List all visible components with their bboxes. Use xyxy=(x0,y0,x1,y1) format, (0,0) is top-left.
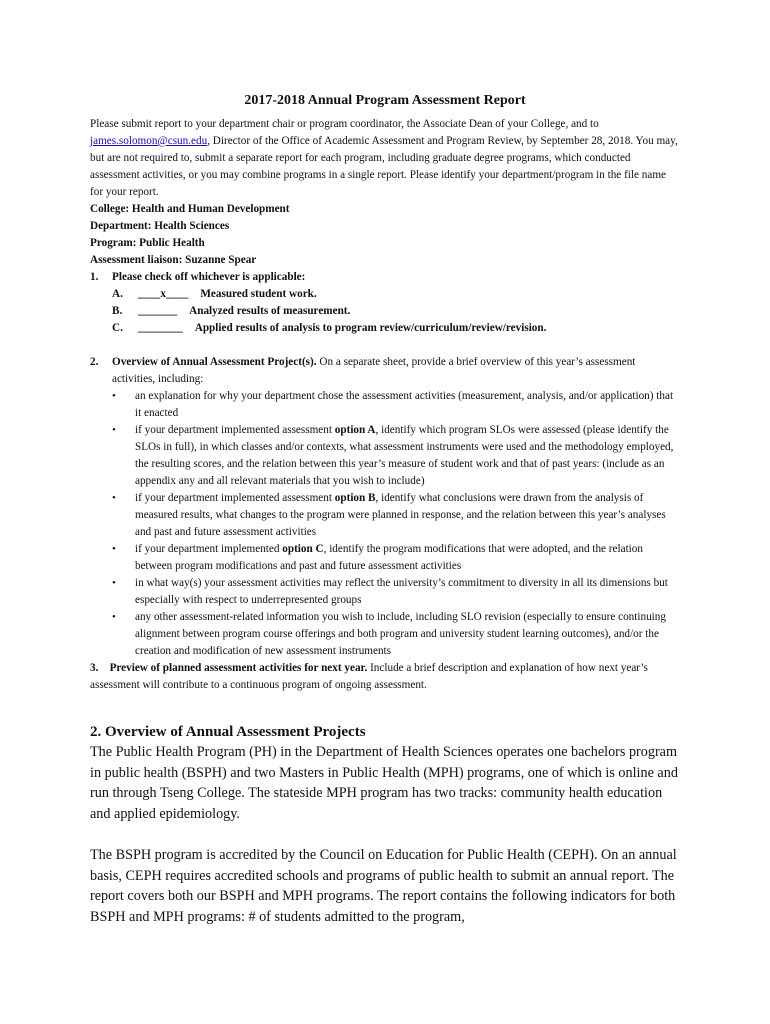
checklist-item-b xyxy=(112,303,680,320)
bullet-text-tail: , identify the program modifications that were adopted, and the relation between program modifications and past and future assessment activities xyxy=(135,543,643,572)
checklist-number: 1. xyxy=(90,271,99,283)
checklist-letter: A. xyxy=(112,288,123,300)
checklist-blank: _______ xyxy=(138,305,178,317)
overview-text: On a separate sheet, provide a brief overview of this year’s assessment activities, including: xyxy=(112,356,636,385)
bullet-text-tail: , identify which program SLOs were assessed (please identify the SLOs in full), in which classes and/or contexts, what assessment instruments were used and the methodology employed, the resulting scores, and the relation between this year’s measure of student work and that of past years: (include as an appendix any and all relevant materials that you wish to include) xyxy=(135,424,674,487)
preview-item xyxy=(90,660,680,694)
document-page xyxy=(90,92,680,927)
preview-text: Include a brief description and explanation of how next year’s assessment will contribute to a continuous program of ongoing assessment. xyxy=(90,662,648,691)
bullet-icon: • xyxy=(112,390,116,402)
list-item xyxy=(112,388,680,422)
liaison-line: Assessment liaison: Suzanne Spear xyxy=(90,254,257,266)
overview-bullet-list xyxy=(112,388,680,660)
spacer xyxy=(90,337,680,354)
section-heading: 2. Overview of Annual Assessment Projects xyxy=(90,724,366,740)
checklist-heading-text: Please check off whichever is applicable: xyxy=(112,271,306,283)
checklist-letter: C. xyxy=(112,322,123,334)
bullet-bold-text: option B xyxy=(334,492,376,504)
checklist-text: Measured student work. xyxy=(200,288,317,300)
bullet-bold-text: option A xyxy=(334,424,376,436)
intro-paragraph xyxy=(90,116,680,201)
checklist-item-c xyxy=(112,320,680,337)
spacer xyxy=(90,824,680,845)
bullet-text: if your department implemented assessment xyxy=(135,492,335,504)
bullet-icon: • xyxy=(112,611,116,623)
college-line: College: Health and Human Development xyxy=(90,203,290,215)
intro-text-1: Please submit report to your department chair or program coordinator, the Associate Dean of your College, and to xyxy=(90,118,599,130)
section-paragraph-2: The BSPH program is accredited by the Council on Education for Public Health (CEPH). On an annual basis, CEPH requires accredited schools and programs of public health to submit an annual report. The report covers both our BSPH and MPH programs. The report contains the following indicators for both BSPH and MPH programs: # of students admitted to the program, xyxy=(90,847,677,925)
list-item xyxy=(112,575,680,609)
checklist-heading xyxy=(90,269,680,286)
bullet-text: in what way(s) your assessment activities may reflect the university’s commitment to diversity in all its dimensions but especially with respect to underrepresented groups xyxy=(135,577,668,606)
preview-heading: Preview of planned assessment activities for next year. xyxy=(109,662,368,674)
overview-text-block xyxy=(112,354,680,388)
checklist-text: Analyzed results of measurement. xyxy=(189,305,351,317)
list-item xyxy=(112,541,680,575)
overview-number: 2. xyxy=(90,356,99,368)
checklist-letter: B. xyxy=(112,305,123,317)
bullet-text-tail: , identify what conclusions were drawn from the analysis of measured results, what changes to the program were planned in response, and the relation between this year’s analyses and past and future assessment activities xyxy=(135,492,666,538)
checklist-blank: ____x____ xyxy=(138,288,189,300)
list-item xyxy=(112,609,680,660)
bullet-text: if your department implemented assessment xyxy=(135,424,335,436)
bullet-icon: • xyxy=(112,424,116,436)
bullet-icon: • xyxy=(112,492,116,504)
program-line: Program: Public Health xyxy=(90,237,205,249)
email-link[interactable]: james.solomon@csun.edu xyxy=(90,135,208,147)
bullet-icon: • xyxy=(112,543,116,555)
bullet-icon: • xyxy=(112,577,116,589)
preview-number: 3. xyxy=(90,662,99,674)
department-line: Department: Health Sciences xyxy=(90,220,230,232)
bullet-text: if your department implemented xyxy=(135,543,283,555)
section-paragraph-1: The Public Health Program (PH) in the Department of Health Sciences operates one bachelors program in public health (BSPH) and two Masters in Public Health (MPH) programs, one of which is online and run through Tseng College. The stateside MPH program has two tracks: community health education and applied epidemiology. xyxy=(90,744,678,822)
overview-heading: Overview of Annual Assessment Project(s). xyxy=(112,356,317,368)
intro-text-2: , Director of the Office of Academic Assessment and Program Review, by September 28, 2018. You may, but are not required to, submit a separate report for each program, including graduate degree programs, which conducted assessment activities, or you may combine programs in a single report. Please identify your department/program in the file name for your report. xyxy=(90,135,678,198)
report-title: 2017-2018 Annual Program Assessment Report xyxy=(244,93,526,108)
checklist-text: Applied results of analysis to program review/curriculum/review/revision. xyxy=(194,322,547,334)
bullet-text: any other assessment-related information you wish to include, including SLO revision (especially to ensure continuing alignment between program course offerings and both program and university student learning outcomes), and/or the creation and modification of new assessment instruments xyxy=(135,611,666,657)
list-item xyxy=(112,490,680,541)
bullet-bold-text: option C xyxy=(282,543,324,555)
list-item xyxy=(112,422,680,490)
overview-item xyxy=(90,354,680,388)
checklist-item-a xyxy=(112,286,680,303)
bullet-text: an explanation for why your department chose the assessment activities (measurement, analysis, and/or application) that it enacted xyxy=(135,390,674,419)
checklist-blank: ________ xyxy=(138,322,183,334)
